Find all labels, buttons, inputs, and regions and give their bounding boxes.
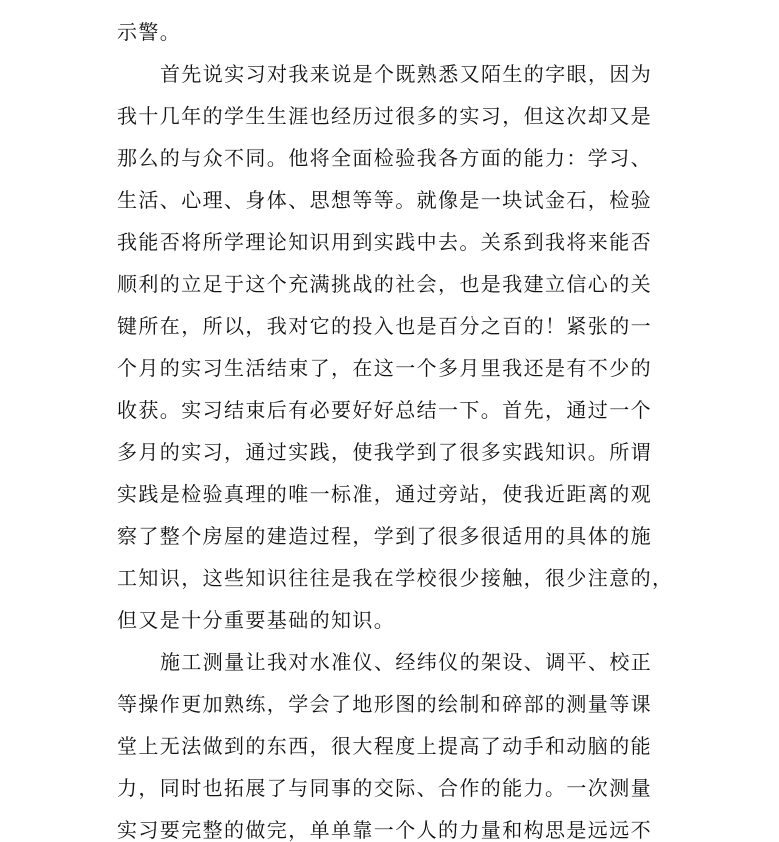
paragraph-first-line: 施工测量让我对水准仪、经纬仪的架设、调平、校正 bbox=[160, 650, 653, 674]
text-line: 多月的实习，通过实践，使我学到了很多实践知识。所谓 bbox=[117, 440, 652, 464]
text-line: 实践是检验真理的唯一标准，通过旁站，使我近距离的观 bbox=[117, 482, 652, 506]
text-line: 顺利的立足于这个充满挑战的社会，也是我建立信心的关 bbox=[117, 272, 652, 296]
text-line: 生活、心理、身体、思想等等。就像是一块试金石，检验 bbox=[117, 188, 652, 212]
text-line: 个月的实习生活结束了，在这一个多月里我还是有不少的 bbox=[117, 356, 652, 380]
text-line: 我能否将所学理论知识用到实践中去。关系到我将来能否 bbox=[117, 230, 652, 254]
text-line: 示警。 bbox=[117, 20, 182, 44]
text-line: 堂上无法做到的东西，很大程度上提高了动手和动脑的能 bbox=[117, 734, 652, 758]
paragraph-first-line: 首先说实习对我来说是个既熟悉又陌生的字眼，因为 bbox=[160, 62, 653, 86]
text-line: 收获。实习结束后有必要好好总结一下。首先，通过一个 bbox=[117, 398, 652, 422]
text-line: 但又是十分重要基础的知识。 bbox=[117, 608, 396, 632]
text-line: 实习要完整的做完，单单靠一个人的力量和构思是远远不 bbox=[117, 818, 652, 842]
text-line: 察了整个房屋的建造过程，学到了很多很适用的具体的施 bbox=[117, 524, 652, 548]
text-line: 力，同时也拓展了与同事的交际、合作的能力。一次测量 bbox=[117, 776, 652, 800]
text-line: 工知识，这些知识往往是我在学校很少接触，很少注意的， bbox=[117, 566, 674, 590]
text-line: 我十几年的学生生涯也经历过很多的实习，但这次却又是 bbox=[117, 104, 652, 128]
text-line: 等操作更加熟练，学会了地形图的绘制和碎部的测量等课 bbox=[117, 692, 652, 716]
text-line: 键所在，所以，我对它的投入也是百分之百的！紧张的一 bbox=[117, 314, 652, 338]
text-line: 那么的与众不同。他将全面检验我各方面的能力：学习、 bbox=[117, 146, 652, 170]
